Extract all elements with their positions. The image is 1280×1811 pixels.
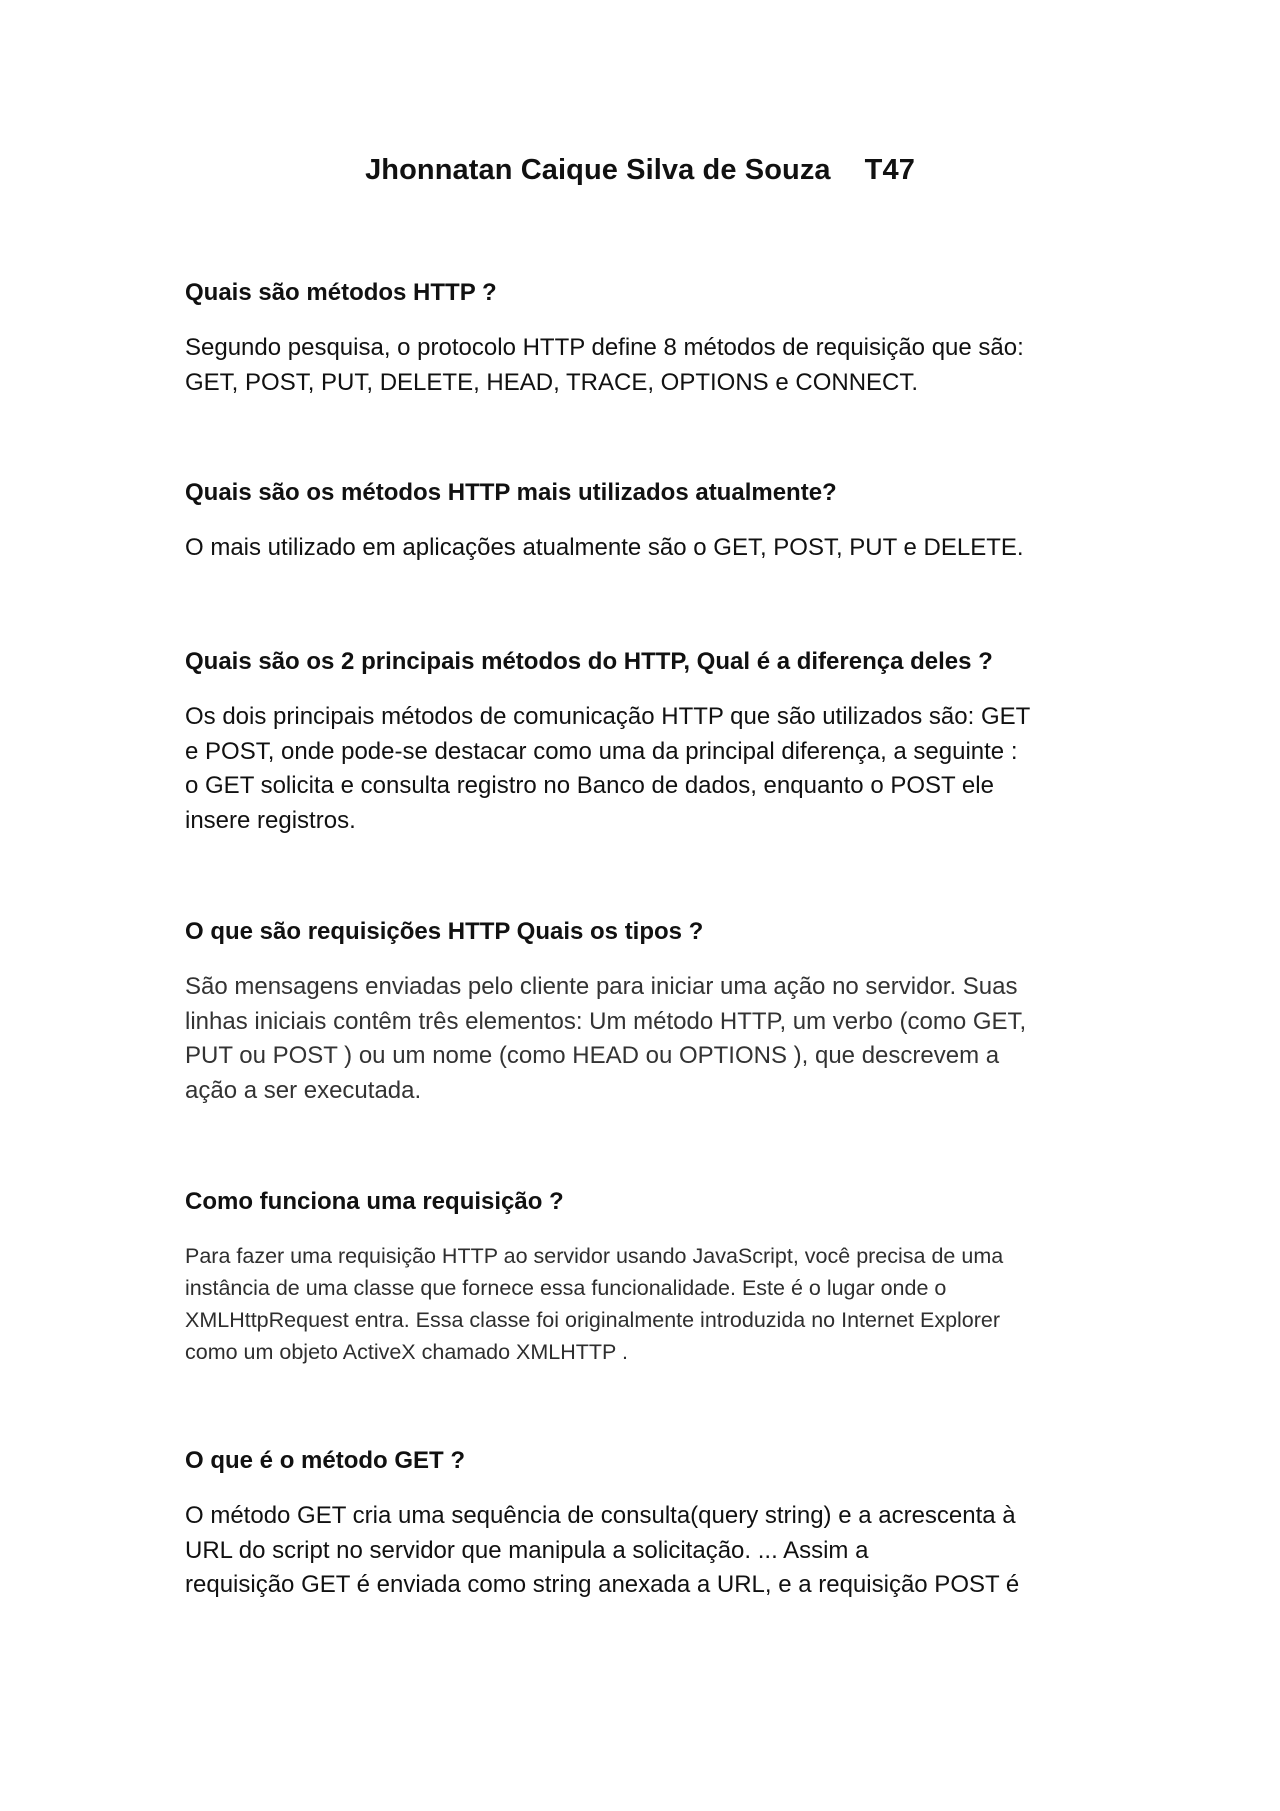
question-http-methods: Quais são métodos HTTP ? <box>185 279 497 306</box>
question-http-requests-types: O que são requisições HTTP Quais os tipos ? <box>185 918 704 945</box>
answer-how-request-works <box>185 1240 1105 1368</box>
document-title <box>0 150 1280 190</box>
answer-line: requisição GET é enviada como string anexada a URL, e a requisição POST é <box>185 1571 1020 1598</box>
answer-line: instância de uma classe que fornece essa funcionalidade. Este é o lugar onde o <box>185 1276 947 1300</box>
answer-get-method <box>185 1499 1105 1603</box>
answer-http-methods <box>185 331 1105 400</box>
answer-line: Para fazer uma requisição HTTP ao servidor usando JavaScript, você precisa de uma <box>185 1244 1004 1268</box>
answer-http-requests-types <box>185 970 1105 1108</box>
question-most-used-methods: Quais são os métodos HTTP mais utilizados atualmente? <box>185 479 837 506</box>
question-get-method: O que é o método GET ? <box>185 1447 466 1474</box>
answer-line: insere registros. <box>185 806 356 834</box>
answer-line: Segundo pesquisa, o protocolo HTTP define 8 métodos de requisição que são: <box>185 334 1024 361</box>
answer-line: Os dois principais métodos de comunicação HTTP que são utilizados são: GET <box>185 703 1031 730</box>
answer-line: linhas iniciais contêm três elementos: Um método HTTP, um verbo (como GET, <box>185 1007 1027 1035</box>
answer-main-methods-difference <box>185 700 1105 838</box>
class-code: T47 <box>864 154 915 186</box>
question-main-methods-difference: Quais são os 2 principais métodos do HTTP, Qual é a diferença deles ? <box>185 648 993 675</box>
answer-line: e POST, onde pode-se destacar como uma da principal diferença, a seguinte : <box>185 737 1018 765</box>
answer-line: GET, POST, PUT, DELETE, HEAD, TRACE, OPTIONS e CONNECT. <box>185 368 919 396</box>
answer-line: o GET solicita e consulta registro no Banco de dados, enquanto o POST ele <box>185 772 994 799</box>
answer-line: URL do script no servidor que manipula a solicitação. ... Assim a <box>185 1536 869 1564</box>
author-name: Jhonnatan Caique Silva de Souza <box>365 154 831 186</box>
question-how-request-works: Como funciona uma requisição ? <box>185 1188 564 1215</box>
answer-line: PUT ou POST ) ou um nome (como HEAD ou OPTIONS ), que descrevem a <box>185 1042 1000 1069</box>
answer-line: como um objeto ActiveX chamado XMLHTTP . <box>185 1340 628 1364</box>
answer-line: XMLHttpRequest entra. Essa classe foi originalmente introduzida no Internet Explorer <box>185 1308 1001 1332</box>
answer-line: São mensagens enviadas pelo cliente para iniciar uma ação no servidor. Suas <box>185 973 1018 1000</box>
answer-line: O mais utilizado em aplicações atualmente são o GET, POST, PUT e DELETE. <box>185 534 1024 561</box>
answer-line: O método GET cria uma sequência de consulta(query string) e a acrescenta à <box>185 1502 1016 1529</box>
answer-most-used-methods <box>185 531 1105 566</box>
answer-line: ação a ser executada. <box>185 1076 422 1104</box>
